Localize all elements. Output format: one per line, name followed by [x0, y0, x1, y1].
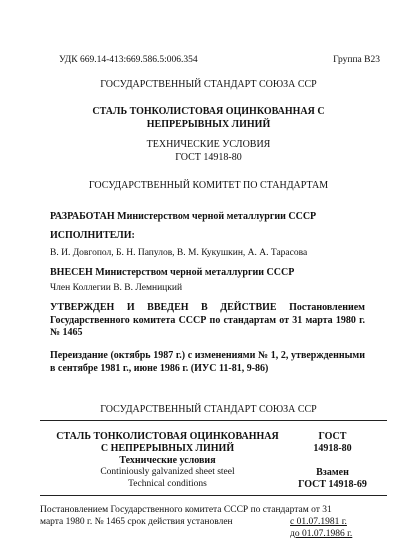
validity-text-2: марта 1980 г. № 1465 срок действия установлен — [40, 517, 233, 527]
replaces-label: Взамен — [316, 467, 349, 478]
gost-label: ГОСТ — [318, 431, 347, 442]
replaces-gost: ГОСТ 14918-69 — [298, 479, 367, 490]
block-tech-conditions: Технические условия — [119, 455, 216, 466]
executors-list: В. И. Довгопол, Б. Н. Папулов, В. М. Кукушкин, А. А. Тарасова — [50, 248, 308, 258]
title-line-2: НЕПРЕРЫВНЫХ ЛИНИЙ — [146, 119, 271, 130]
title-line-1: СТАЛЬ ТОНКОЛИСТОВАЯ ОЦИНКОВАННАЯ С — [92, 106, 325, 117]
subtitle-gost: ГОСТ 14918-80 — [175, 152, 242, 163]
committee: ГОСУДАРСТВЕННЫЙ КОМИТЕТ ПО СТАНДАРТАМ — [88, 180, 329, 191]
developed-by: РАЗРАБОТАН Министерством черной металлургии СССР — [50, 211, 317, 222]
board-member: Член Коллегии В. В. Лемницкий — [50, 283, 183, 293]
block-english-subtitle: Technical conditions — [128, 479, 207, 489]
block-english-title: Continiously galvanized sheet steel — [100, 467, 235, 477]
validity-text-1: Постановлением Государственного комитета СССР по стандартам от 31 — [40, 505, 332, 515]
block-title-1: СТАЛЬ ТОНКОЛИСТОВАЯ ОЦИНКОВАННАЯ — [56, 431, 279, 442]
standard-org-top: ГОСУДАРСТВЕННЫЙ СТАНДАРТ СОЮЗА ССР — [100, 79, 317, 90]
gost-number: 14918-80 — [313, 443, 352, 454]
group-code: Группа В23 — [333, 55, 380, 65]
subtitle-tech-conditions: ТЕХНИЧЕСКИЕ УСЛОВИЯ — [146, 139, 271, 150]
approval-statement: УТВЕРЖДЕН И ВВЕДЕН В ДЕЙСТВИЕ Постановлением Государственного комитета СССР по стандартам от 31 марта 1980 г. № 1465 — [50, 302, 365, 338]
standard-org-bottom: ГОСУДАРСТВЕННЫЙ СТАНДАРТ СОЮЗА ССР — [100, 404, 317, 415]
reissue-statement: Переиздание (октябрь 1987 г.) с изменениями № 1, 2, утвержденными в сентябре 1981 г., июне 1986 г. (ИУС 11-81, 9-86) — [50, 350, 365, 374]
validity-date-to: до 01.07.1986 г. — [290, 529, 353, 539]
validity-date-from: с 01.07.1981 г. — [290, 517, 347, 527]
udk-code: УДК 669.14-413:669.586.5:006.354 — [59, 55, 198, 65]
divider-bottom — [40, 495, 387, 496]
executors-label: ИСПОЛНИТЕЛИ: — [50, 230, 135, 241]
introduced-by: ВНЕСЕН Министерством черной металлургии СССР — [50, 267, 295, 278]
divider-top — [40, 420, 387, 421]
block-title-2: С НЕПРЕРЫВНЫХ ЛИНИЙ — [100, 443, 235, 454]
